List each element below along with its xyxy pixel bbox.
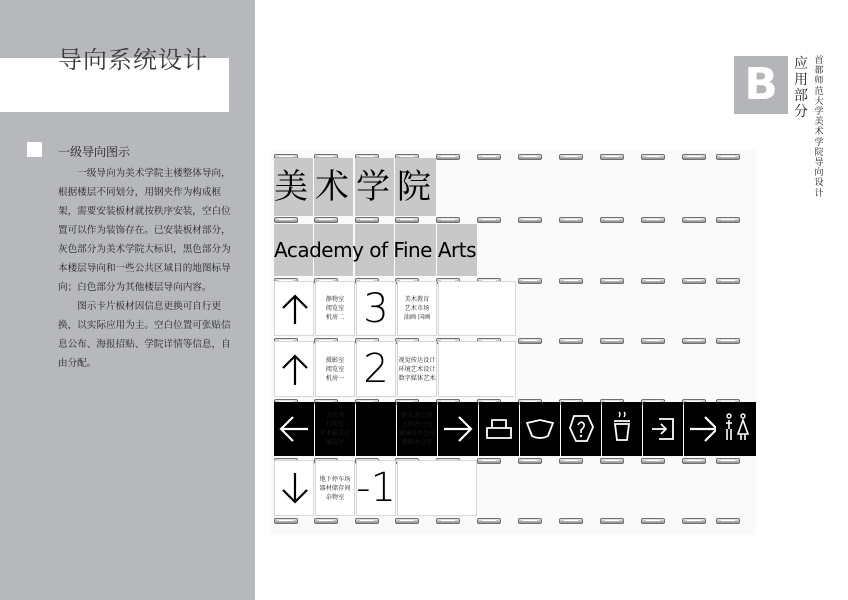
paragraph-1: 一级导向为美术学院主楼整体导向，根据楼层不同划分，用钢夹作为构成框架，需要安装板材就按秩序安装，空白位置可以作为装饰存在。已安装板材部分，灰色部分为美术学院大标识，黑色部分为本楼层导向和一些公共区域目的地图标导向；白色部分为其他楼层导向内容。 bbox=[58, 168, 231, 293]
right-arrow-icon bbox=[438, 402, 478, 456]
binder-clip bbox=[395, 217, 419, 223]
binder-clip bbox=[518, 518, 542, 524]
room-label: 静物室 bbox=[325, 296, 345, 303]
room-label: 院长办公室 bbox=[401, 412, 433, 419]
binder-clip bbox=[600, 278, 624, 284]
floor-3-number-card: 3 bbox=[356, 281, 396, 336]
floor-2-blank-card bbox=[438, 341, 516, 397]
bullet-square bbox=[27, 142, 42, 157]
elevator-icon bbox=[479, 402, 519, 456]
room-label: 机房一 bbox=[325, 374, 345, 382]
down-arrow-icon bbox=[275, 461, 315, 517]
binder-clip bbox=[559, 217, 583, 223]
room-label: 学术报告厅 bbox=[319, 430, 351, 437]
up-arrow-icon bbox=[275, 282, 315, 337]
floor-2-left-card bbox=[315, 341, 355, 397]
facility-card bbox=[561, 402, 601, 456]
description-text bbox=[58, 164, 240, 373]
binder-clip bbox=[559, 154, 583, 160]
basin-icon bbox=[520, 402, 560, 456]
binder-clip bbox=[355, 518, 379, 524]
binder-clip bbox=[518, 217, 542, 223]
room-label: 地下停车场 bbox=[319, 475, 351, 483]
floor-1-left-card bbox=[315, 402, 355, 456]
binder-clip bbox=[395, 518, 419, 524]
floor-b1-left-card bbox=[315, 460, 355, 516]
binder-clip bbox=[641, 154, 665, 160]
binder-clip bbox=[559, 518, 583, 524]
section-b-logo bbox=[734, 56, 788, 114]
binder-clip bbox=[314, 518, 338, 524]
binder-clip bbox=[682, 217, 706, 223]
floor-3-left-card bbox=[315, 281, 355, 336]
section-letter: B bbox=[744, 59, 778, 110]
binder-clip bbox=[600, 458, 624, 464]
binder-clip bbox=[477, 217, 501, 223]
section-subtitle: 一级导向图示 bbox=[58, 145, 131, 159]
floor-3-blank-card bbox=[438, 281, 516, 336]
binder-clip bbox=[716, 338, 740, 344]
room-label: 阅览室 bbox=[325, 305, 345, 312]
paragraph-2: 图示卡片板材因信息更换可自行更换，以实际应用为主。空白位置可张贴信息公布、海报招贴、学院详情等信息，自由分配。 bbox=[58, 301, 231, 369]
section-label: 应用部分 bbox=[794, 56, 808, 120]
brand-name-cn: 美术学院 bbox=[274, 167, 438, 207]
room-label: 辅导员办公室 bbox=[398, 430, 436, 437]
binder-clip bbox=[600, 518, 624, 524]
binder-clip bbox=[436, 154, 460, 160]
info-icon bbox=[561, 402, 601, 456]
binder-clip bbox=[716, 278, 740, 284]
room-label: 主任办公室 bbox=[401, 421, 433, 428]
room-label: 环境艺术设计 bbox=[398, 365, 436, 373]
binder-clip bbox=[600, 154, 624, 160]
floor-3-right-card bbox=[397, 281, 437, 336]
facility-card bbox=[716, 402, 756, 456]
room-label: 美术教育 bbox=[404, 296, 430, 303]
binder-clip bbox=[436, 217, 460, 223]
binder-clip bbox=[518, 278, 542, 284]
binder-clip bbox=[518, 338, 542, 344]
binder-clip bbox=[355, 217, 379, 223]
room-label: 摄影室 bbox=[325, 356, 345, 364]
room-label: 展览厅 bbox=[325, 439, 345, 446]
binder-clip bbox=[559, 458, 583, 464]
binder-clip bbox=[518, 154, 542, 160]
binder-clip bbox=[682, 278, 706, 284]
binder-clip bbox=[559, 278, 583, 284]
binder-clip bbox=[641, 458, 665, 464]
room-label: 艺术市场 bbox=[404, 305, 430, 312]
binder-clip bbox=[477, 154, 501, 160]
page-title: 导向系统设计 bbox=[58, 46, 208, 74]
brand-name-en: Academy of Fine Arts bbox=[274, 238, 477, 262]
binder-clip bbox=[716, 518, 740, 524]
facility-card bbox=[643, 402, 683, 456]
exit-icon bbox=[643, 402, 683, 456]
floor-2-right-card bbox=[397, 341, 437, 397]
floor-1-number-card: 1 bbox=[356, 402, 396, 456]
binder-clip bbox=[559, 338, 583, 344]
binder-clip bbox=[682, 154, 706, 160]
cup-icon bbox=[602, 402, 642, 456]
up-arrow-icon bbox=[275, 342, 315, 398]
binder-clip bbox=[518, 458, 542, 464]
room-label: 机房二 bbox=[325, 314, 345, 321]
binder-clip bbox=[641, 338, 665, 344]
floor-3-arrow-card bbox=[274, 281, 314, 336]
restroom-icon bbox=[716, 402, 756, 456]
binder-clip bbox=[436, 518, 460, 524]
room-label: 阅览室 bbox=[325, 365, 345, 373]
binder-clip bbox=[716, 458, 740, 464]
room-label: 会议室 bbox=[325, 412, 345, 419]
binder-clip bbox=[641, 518, 665, 524]
binder-clip bbox=[314, 217, 338, 223]
floor-b1-arrow-card bbox=[274, 460, 314, 516]
floor-b1-blank-card bbox=[397, 460, 477, 516]
room-label: 视觉传达设计 bbox=[398, 356, 436, 364]
binder-clip bbox=[274, 217, 298, 223]
school-label: 首都师范大学美术学院导向设计 bbox=[814, 56, 824, 199]
binder-clip bbox=[641, 278, 665, 284]
binder-clip bbox=[682, 458, 706, 464]
binder-clip bbox=[716, 217, 740, 223]
room-label: 数字媒体艺术 bbox=[398, 374, 436, 382]
floor-1-right-card bbox=[397, 402, 437, 456]
binder-clip bbox=[641, 217, 665, 223]
binder-clip bbox=[716, 154, 740, 160]
facility-card bbox=[602, 402, 642, 456]
facility-card bbox=[438, 402, 478, 456]
room-label: 杂物室 bbox=[325, 493, 345, 501]
binder-clip bbox=[477, 458, 501, 464]
room-label: 打印室 bbox=[325, 421, 345, 428]
binder-clip bbox=[682, 518, 706, 524]
binder-clip bbox=[682, 338, 706, 344]
room-label: 油画 国画 bbox=[403, 314, 431, 321]
floor-b1-number-card: -1 bbox=[356, 460, 396, 516]
binder-clip bbox=[600, 217, 624, 223]
facility-card bbox=[520, 402, 560, 456]
facility-card bbox=[479, 402, 519, 456]
binder-clip bbox=[477, 518, 501, 524]
binder-clip bbox=[600, 338, 624, 344]
left-arrow-icon bbox=[274, 402, 314, 456]
floor-1-arrow-card bbox=[274, 402, 314, 456]
binder-clip bbox=[274, 518, 298, 524]
floor-2-arrow-card bbox=[274, 341, 314, 397]
floor-2-number-card: 2 bbox=[356, 341, 396, 397]
room-label: 器材储存间 bbox=[319, 484, 351, 492]
room-label: 教师办公室 bbox=[401, 439, 433, 446]
